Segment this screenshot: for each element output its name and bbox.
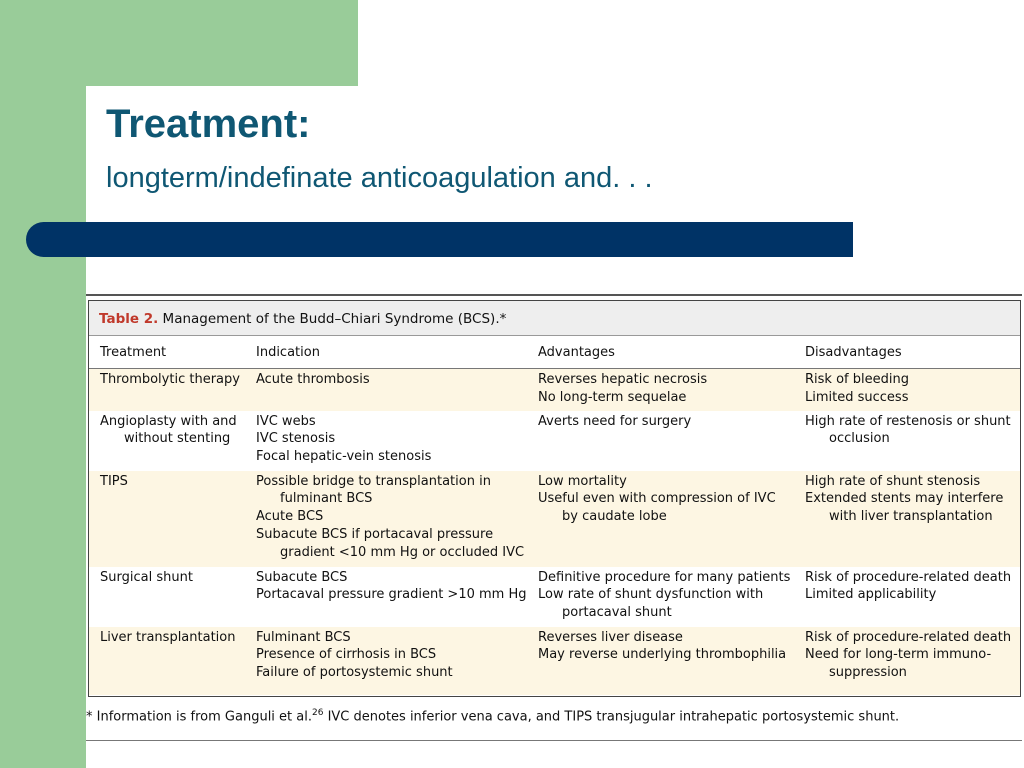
slide-subtitle: longterm/indefinate anticoagulation and. . . xyxy=(106,162,653,194)
cell-line: High rate of shunt stenosis xyxy=(805,473,981,489)
cell-disadvantages xyxy=(794,411,1020,471)
cell-line: Angioplasty with and xyxy=(100,413,237,429)
cell-line: Averts need for surgery xyxy=(538,413,692,429)
table-header-row xyxy=(89,336,1020,369)
cell-line: Low mortality xyxy=(538,473,627,489)
cell-treatment xyxy=(89,567,245,627)
cell-line: Subacute BCS xyxy=(256,569,348,585)
cell-advantages xyxy=(527,411,794,471)
table-footnote xyxy=(86,708,899,724)
cell-line: Subacute BCS if portacaval pressure xyxy=(256,526,494,542)
cell-indication xyxy=(245,567,527,627)
bottom-rule xyxy=(86,740,1022,741)
cell-line: Liver transplantation xyxy=(100,629,236,645)
table-row xyxy=(89,369,1020,411)
cell-disadvantages xyxy=(794,369,1020,411)
table-caption xyxy=(89,301,1020,336)
cell-line: Portacaval pressure gradient >10 mm Hg xyxy=(256,587,527,603)
cell-indication xyxy=(245,627,527,695)
cell-indication xyxy=(245,369,527,411)
cell-line: Extended stents may interfere xyxy=(805,491,1004,507)
cell-treatment xyxy=(89,471,245,567)
cell-treatment xyxy=(89,369,245,411)
cell-treatment xyxy=(89,627,245,695)
cell-indication xyxy=(245,471,527,567)
cell-disadvantages xyxy=(794,627,1020,695)
cell-advantages xyxy=(527,471,794,567)
slide-title: Treatment: xyxy=(106,102,311,146)
cell-indication xyxy=(245,411,527,471)
cell-line: suppression xyxy=(829,665,907,681)
table-label: Table 2. xyxy=(99,311,159,327)
cell-line: Focal hepatic-vein stenosis xyxy=(256,449,432,465)
cell-line: Acute thrombosis xyxy=(256,372,370,387)
cell-line: Need for long-term immuno- xyxy=(805,647,992,663)
cell-line: TIPS xyxy=(100,473,128,489)
green-left-strip xyxy=(0,0,86,768)
cell-line: Surgical shunt xyxy=(100,569,193,585)
table-row xyxy=(89,471,1020,567)
cell-treatment xyxy=(89,411,245,471)
table-row xyxy=(89,411,1020,471)
footnote-reference: 26 xyxy=(311,708,324,718)
cell-line: gradient <10 mm Hg or occluded IVC xyxy=(280,544,525,560)
cell-line: Possible bridge to transplantation in xyxy=(256,473,491,489)
header-treatment: Treatment xyxy=(89,336,245,369)
cell-advantages xyxy=(527,567,794,627)
cell-line: Risk of bleeding xyxy=(805,372,909,387)
cell-line: IVC webs xyxy=(256,413,316,429)
cell-line: without stenting xyxy=(124,431,231,447)
table-caption-text: Management of the Budd–Chiari Syndrome (BCS).* xyxy=(158,311,507,327)
cell-line: Risk of procedure-related death xyxy=(805,569,1012,585)
table-row xyxy=(89,627,1020,695)
cell-disadvantages xyxy=(794,567,1020,627)
cell-line: Useful even with compression of IVC xyxy=(538,491,776,507)
table-body xyxy=(89,369,1020,695)
cell-line: No long-term sequelae xyxy=(538,389,687,405)
cell-line: by caudate lobe xyxy=(562,509,667,525)
footnote-text-start: * Information is from Ganguli et al. xyxy=(86,709,312,725)
cell-line: fulminant BCS xyxy=(280,491,373,507)
cell-line: Thrombolytic therapy xyxy=(100,372,240,387)
header-indication: Indication xyxy=(245,336,527,369)
cell-line: Limited success xyxy=(805,389,909,405)
cell-line: Reverses hepatic necrosis xyxy=(538,372,708,387)
cell-line: occlusion xyxy=(829,431,890,447)
cell-line: May reverse underlying thrombophilia xyxy=(538,647,787,663)
cell-line: Presence of cirrhosis in BCS xyxy=(256,647,437,663)
cell-line: Low rate of shunt dysfunction with xyxy=(538,587,764,603)
header-disadvantages: Disadvantages xyxy=(794,336,1020,369)
header-advantages: Advantages xyxy=(527,336,794,369)
footnote-text-end: IVC denotes inferior vena cava, and TIPS transjugular intrahepatic portosystemic shunt. xyxy=(323,709,900,725)
cell-line: Fulminant BCS xyxy=(256,629,351,645)
cell-line: Acute BCS xyxy=(256,509,324,525)
decorative-bar xyxy=(26,222,853,257)
cell-advantages xyxy=(527,369,794,411)
cell-line: Risk of procedure-related death xyxy=(805,629,1012,645)
cell-line: Limited applicability xyxy=(805,587,937,603)
cell-line: with liver transplantation xyxy=(829,509,993,525)
cell-line: portacaval shunt xyxy=(562,605,672,621)
cell-line: IVC stenosis xyxy=(256,431,336,447)
cell-line: Failure of portosystemic shunt xyxy=(256,665,453,681)
top-rule xyxy=(86,294,1022,296)
cell-line: Definitive procedure for many patients xyxy=(538,569,791,585)
management-table xyxy=(89,336,1020,695)
cell-line: Reverses liver disease xyxy=(538,629,683,645)
cell-advantages xyxy=(527,627,794,695)
cell-line: High rate of restenosis or shunt xyxy=(805,413,1011,429)
table-row xyxy=(89,567,1020,627)
cell-disadvantages xyxy=(794,471,1020,567)
table-figure xyxy=(88,300,1021,697)
